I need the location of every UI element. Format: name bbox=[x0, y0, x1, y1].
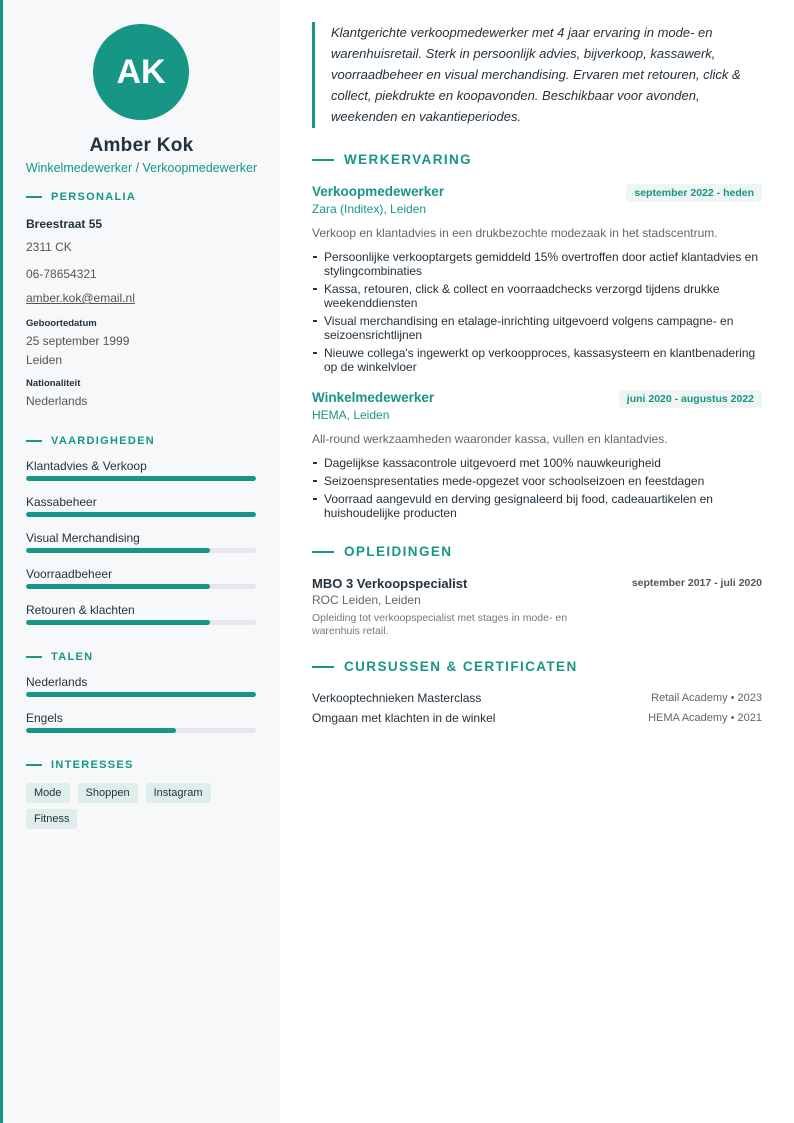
list-item: Seizoenspresentaties mede-opgezet voor schoolseizoen en feestdagen bbox=[312, 474, 764, 488]
candidate-name: Amber Kok bbox=[89, 135, 194, 156]
profile-summary: Klantgerichte verkoopmedewerker met 4 jaar ervaring in mode- en warenhuisretail. Sterk in persoonlijk advies, bijverkoop, kassawerk, voorraadbeheer en visual merchandising. Ervaren met retouren, click & collect, piekdrukte en koopavonden. Beschikbaar voor avonden, weekenden en vakantieperiodes. bbox=[312, 22, 752, 128]
personalia-heading bbox=[26, 191, 136, 203]
languages-heading-label: TALEN bbox=[51, 651, 94, 663]
skill-level-fill bbox=[26, 548, 210, 553]
skill-label: Voorraadbeheer bbox=[26, 567, 113, 581]
skill-label: Nederlands bbox=[26, 675, 88, 689]
interest-tags bbox=[26, 783, 266, 829]
heading-rule bbox=[26, 440, 42, 442]
heading-rule bbox=[26, 656, 42, 658]
phone-number: 06-78654321 bbox=[26, 267, 97, 281]
education-description: Opleiding tot verkoopspecialist met stages in mode- en warenhuis retail. bbox=[312, 612, 568, 637]
job-description: All-round werkzaamheden waaronder kassa, vullen en klantadvies. bbox=[312, 432, 668, 446]
experience-heading-label: WERKERVARING bbox=[344, 152, 473, 167]
course-name: Verkooptechnieken Masterclass bbox=[312, 691, 482, 705]
skill-level-fill bbox=[26, 728, 176, 733]
heading-rule bbox=[26, 764, 42, 766]
experience-heading bbox=[312, 152, 472, 167]
job-company: Zara (Inditex), Leiden bbox=[312, 202, 427, 216]
skill-level-fill bbox=[26, 584, 210, 589]
skill-level-fill bbox=[26, 692, 256, 697]
skill-level-fill bbox=[26, 476, 256, 481]
skill-level-bar bbox=[26, 548, 256, 553]
job-title: Verkoopmedewerker bbox=[312, 184, 445, 199]
list-item: Dagelijkse kassacontrole uitgevoerd met 100% nauwkeurigheid bbox=[312, 456, 764, 470]
list-item: Persoonlijke verkooptargets gemiddeld 15% overtroffen door actief klantadvies en stylingcombinaties bbox=[312, 250, 764, 278]
list-item: Nieuwe collega's ingewerkt op verkoopproces, kassasysteem en klantbenadering op de winkelvloer bbox=[312, 346, 764, 374]
education-dates: september 2017 - juli 2020 bbox=[631, 577, 762, 589]
course-meta: Retail Academy • 2023 bbox=[651, 692, 762, 704]
birth-label: Geboortedatum bbox=[26, 318, 97, 329]
avatar: AK bbox=[93, 24, 189, 120]
course-name: Omgaan met klachten in de winkel bbox=[312, 711, 496, 725]
interest-tag: Mode bbox=[26, 783, 70, 803]
languages-heading bbox=[26, 651, 93, 663]
email-link[interactable]: amber.kok@email.nl bbox=[26, 291, 135, 305]
birth-date: 25 september 1999 bbox=[26, 334, 130, 348]
nationality-value: Nederlands bbox=[26, 394, 88, 408]
job-company: HEMA, Leiden bbox=[312, 408, 390, 422]
education-heading-label: OPLEIDINGEN bbox=[344, 544, 453, 559]
skill-level-bar bbox=[26, 584, 256, 589]
skill-label: Retouren & klachten bbox=[26, 603, 135, 617]
skill-level-bar bbox=[26, 476, 256, 481]
job-dates: september 2022 - heden bbox=[626, 184, 762, 202]
skill-label: Engels bbox=[26, 711, 63, 725]
skill-level-bar bbox=[26, 692, 256, 697]
address-postal: 2311 CK bbox=[26, 240, 72, 254]
skill-level-bar bbox=[26, 728, 256, 733]
interests-heading-label: INTERESSES bbox=[51, 759, 134, 771]
courses-heading-label: CURSUSSEN & CERTIFICATEN bbox=[344, 659, 578, 674]
candidate-role: Winkelmedewerker / Verkoopmedewerker bbox=[25, 161, 258, 175]
list-item: Visual merchandising en etalage-inrichting uitgevoerd volgens campagne- en seizoensrichtlijnen bbox=[312, 314, 764, 342]
sidebar bbox=[3, 0, 280, 1123]
skill-level-bar bbox=[26, 512, 256, 517]
heading-rule bbox=[312, 551, 334, 553]
nationality-label: Nationaliteit bbox=[26, 378, 81, 389]
job-title: Winkelmedewerker bbox=[312, 390, 435, 405]
job-bullets bbox=[312, 250, 764, 378]
main-content bbox=[280, 0, 794, 1123]
course-meta: HEMA Academy • 2021 bbox=[648, 712, 762, 724]
interest-tag: Instagram bbox=[146, 783, 211, 803]
address-street: Breestraat 55 bbox=[26, 217, 103, 231]
list-item: Kassa, retouren, click & collect en voorraadchecks verzorgd tijdens drukke weekenddiensten bbox=[312, 282, 764, 310]
job-description: Verkoop en klantadvies in een drukbezochte modezaak in het stadscentrum. bbox=[312, 226, 718, 240]
job-dates: juni 2020 - augustus 2022 bbox=[619, 390, 762, 408]
education-school: ROC Leiden, Leiden bbox=[312, 593, 421, 607]
skill-level-fill bbox=[26, 512, 256, 517]
heading-rule bbox=[312, 666, 334, 668]
education-title: MBO 3 Verkoopspecialist bbox=[312, 576, 468, 591]
heading-rule bbox=[26, 196, 42, 198]
heading-rule bbox=[312, 159, 334, 161]
courses-heading bbox=[312, 659, 578, 674]
interest-tag: Fitness bbox=[26, 809, 77, 829]
skills-heading bbox=[26, 435, 155, 447]
list-item: Voorraad aangevuld en derving gesignaleerd bij food, cadeauartikelen en huishoudelijke producten bbox=[312, 492, 764, 520]
skill-level-bar bbox=[26, 620, 256, 625]
education-heading bbox=[312, 544, 452, 559]
skill-label: Klantadvies & Verkoop bbox=[26, 459, 147, 473]
personalia-heading-label: PERSONALIA bbox=[51, 191, 137, 203]
interest-tag: Shoppen bbox=[78, 783, 138, 803]
skill-level-fill bbox=[26, 620, 210, 625]
skill-label: Kassabeheer bbox=[26, 495, 97, 509]
skill-label: Visual Merchandising bbox=[26, 531, 140, 545]
interests-heading bbox=[26, 759, 134, 771]
job-bullets bbox=[312, 456, 764, 524]
birth-place: Leiden bbox=[26, 353, 63, 367]
skills-heading-label: VAARDIGHEDEN bbox=[51, 435, 156, 447]
